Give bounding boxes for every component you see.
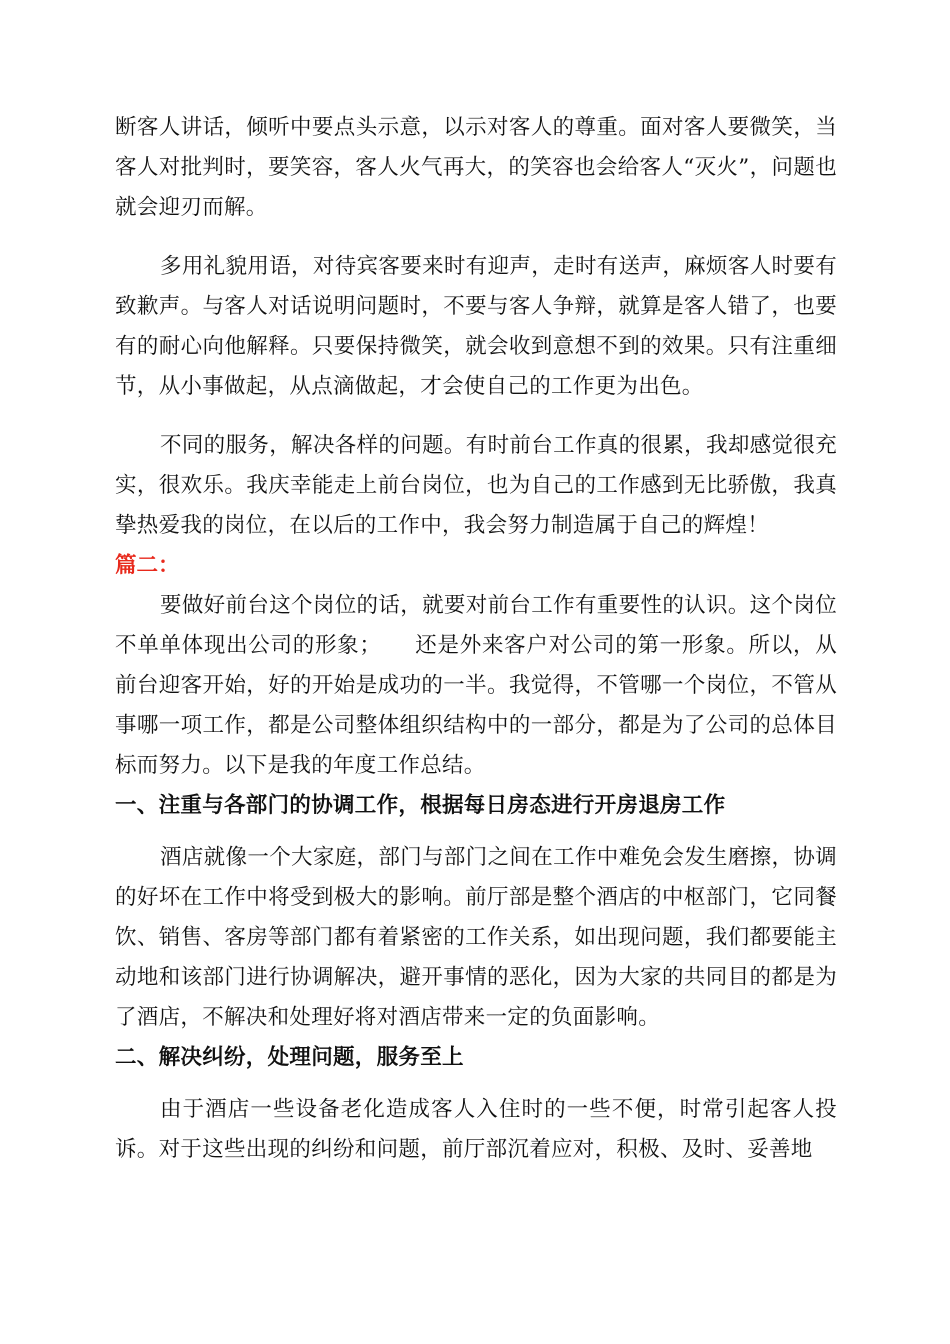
paragraph-equipment-complaints: 由于酒店一些设备老化造成客人入住时的一些不便，时常引起客人投诉。对于这些出现的纠纷和问题，前厅部沉着应对，积极、及时、妥善地	[115, 1097, 837, 1162]
section-title-part-two: 篇二：	[115, 553, 180, 578]
paragraph-front-desk-role: 要做好前台这个岗位的话，就要对前台工作有重要性的认识。这个岗位不单单体现出公司的形象； 还是外来客户对公司的第一形象。所以，从前台迎客开始，好的开始是成功的一半。我觉得，不管哪一个岗位，不管从事哪一项工作，都是公司整体组织结构中的一部分，都是为了公司的总体目标而努力。以下是我的年度工作总结。	[115, 593, 837, 778]
document-page	[115, 108, 837, 1170]
heading-resolve-disputes: 二、解决纠纷，处理问题，服务至上	[115, 1045, 464, 1070]
paragraph-listening: 断客人讲话，倾听中要点头示意，以示对客人的尊重。面对客人要微笑，当客人对批判时，要笑容，客人火气再大，的笑容也会给客人“灭火”，问题也就会迎刃而解。	[115, 115, 837, 220]
paragraph-hotel-family: 酒店就像一个大家庭，部门与部门之间在工作中难免会发生磨擦，协调的好坏在工作中将受到极大的影响。前厅部是整个酒店的中枢部门，它同餐饮、销售、客房等部门都有着紧密的工作关系，如出现问题，我们都要能主动地和该部门进行协调解决，避开事情的恶化，因为大家的共同目的都是为了酒店，不解决和处理好将对酒店带来一定的负面影响。	[115, 845, 837, 1030]
paragraph-service-pride: 不同的服务，解决各样的问题。有时前台工作真的很累，我却感觉很充实，很欢乐。我庆幸能走上前台岗位，也为自己的工作感到无比骄傲，我真挚热爱我的岗位，在以后的工作中，我会努力制造属于自己的辉煌！	[115, 433, 837, 538]
paragraph-polite-language: 多用礼貌用语，对待宾客要来时有迎声，走时有送声，麻烦客人时要有致歉声。与客人对话说明问题时，不要与客人争辩，就算是客人错了，也要有的耐心向他解释。只要保持微笑，就会收到意想不到的效果。只有注重细节，从小事做起，从点滴做起，才会使自己的工作更为出色。	[115, 254, 837, 399]
heading-coordination: 一、注重与各部门的协调工作，根据每日房态进行开房退房工作	[115, 793, 726, 818]
